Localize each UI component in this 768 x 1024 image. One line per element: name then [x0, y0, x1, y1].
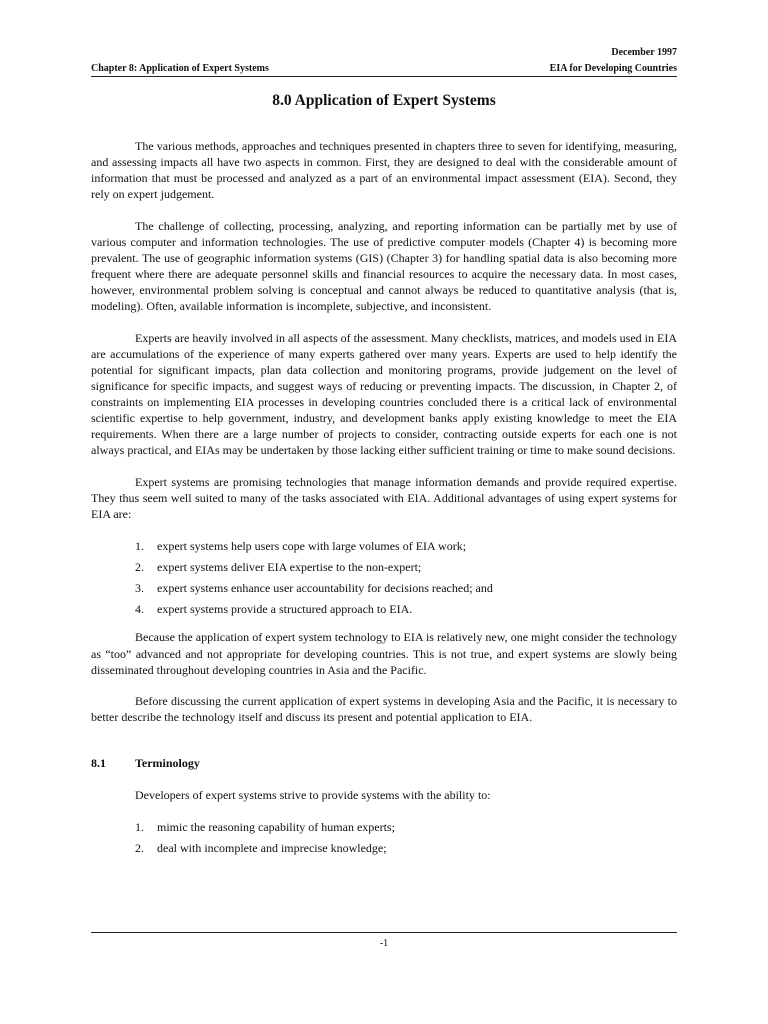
advantages-list [91, 538, 677, 618]
section-heading [91, 755, 677, 771]
paragraph: Experts are heavily involved in all aspects of the assessment. Many checklists, matrices, and models used in EIA are accumulations of the experience of many experts gathered over many years. Experts are used to help identify the potential for significant impacts, plan data collection and monitoring programs, provide judgement on the level of significance for specific impacts, and suggest ways of reducing or preventing impacts. The discussion, in Chapter 2, of constraints on implementing EIA processes in developing countries concluded there is a critical lack of environmental scientific expertise to help government, industry, and development banks apply existing knowledge to meet the EIA requirements. When there are a large number of projects to consider, contracting outside experts for each one is not always practical, and EIAs may be undertaken by those lacking either sufficient training or time to make sound decisions. [91, 330, 677, 458]
section-number: 8.1 [91, 756, 106, 771]
paragraph: Expert systems are promising technologies that manage information demands and provide required expertise. They thus seem well suited to many of the tasks associated with EIA. Additional advantages of using expert systems for EIA are: [91, 474, 677, 522]
page-title: 8.0 Application of Expert Systems [272, 92, 496, 109]
header-book-title: EIA for Developing Countries [549, 63, 677, 74]
paragraph: Because the application of expert system technology to EIA is relatively new, one might consider the technology as “too” advanced and not appropriate for developing countries. This is not true, and expert systems are slowly being disseminated throughout developing countries in Asia and the Pacific. [91, 630, 677, 677]
section-title: Terminology [135, 756, 200, 771]
list-item: 3. expert systems enhance user accountability for decisions reached; and [135, 581, 493, 596]
page-number: -1 [379, 938, 389, 949]
footer-rule [91, 932, 677, 933]
list-item: 4. expert systems provide a structured approach to EIA. [135, 602, 413, 617]
paragraph: The various methods, approaches and techniques presented in chapters three to seven for identifying, measuring, and assessing impacts all have two aspects in common. First, they are designed to deal with the considerable amount of information that must be processed and analyzed as a part of an environmental impact assessment (EIA). Second, they rely on expert judgement. [91, 139, 677, 202]
paragraph: The challenge of collecting, processing, analyzing, and reporting information can be partially met by use of various computer and information technologies. The use of predictive computer models (Chapter 4) is becoming more prevalent. The use of geographic information systems (GIS) (Chapter 3) for handling spatial data is also becoming more frequent where there are adequate personnel skills and financial resources to acquire the necessary data. In most cases, however, environmental problem solving is conceptual and cannot always be reduced to quantitative analysis (that is, modeling). Often, available information is incomplete, subjective, and inconsistent. [91, 218, 677, 314]
header-chapter: Chapter 8: Application of Expert Systems [91, 63, 269, 74]
list-item: 1. mimic the reasoning capability of human experts; [135, 819, 395, 834]
abilities-list [91, 819, 677, 856]
paragraph: Before discussing the current application of expert systems in developing Asia and the Pacific, it is necessary to better describe the technology itself and discuss its present and potential application to EIA. [91, 694, 677, 725]
header-date: December 1997 [611, 47, 677, 58]
list-item: 1. expert systems help users cope with large volumes of EIA work; [135, 538, 467, 553]
running-header [91, 63, 677, 74]
list-item: 2. deal with incomplete and imprecise knowledge; [135, 841, 387, 856]
list-item: 2. expert systems deliver EIA expertise to the non-expert; [135, 559, 422, 574]
body-text [91, 138, 677, 868]
paragraph: Developers of expert systems strive to provide systems with the ability to: [135, 788, 491, 803]
header-rule [91, 76, 677, 77]
